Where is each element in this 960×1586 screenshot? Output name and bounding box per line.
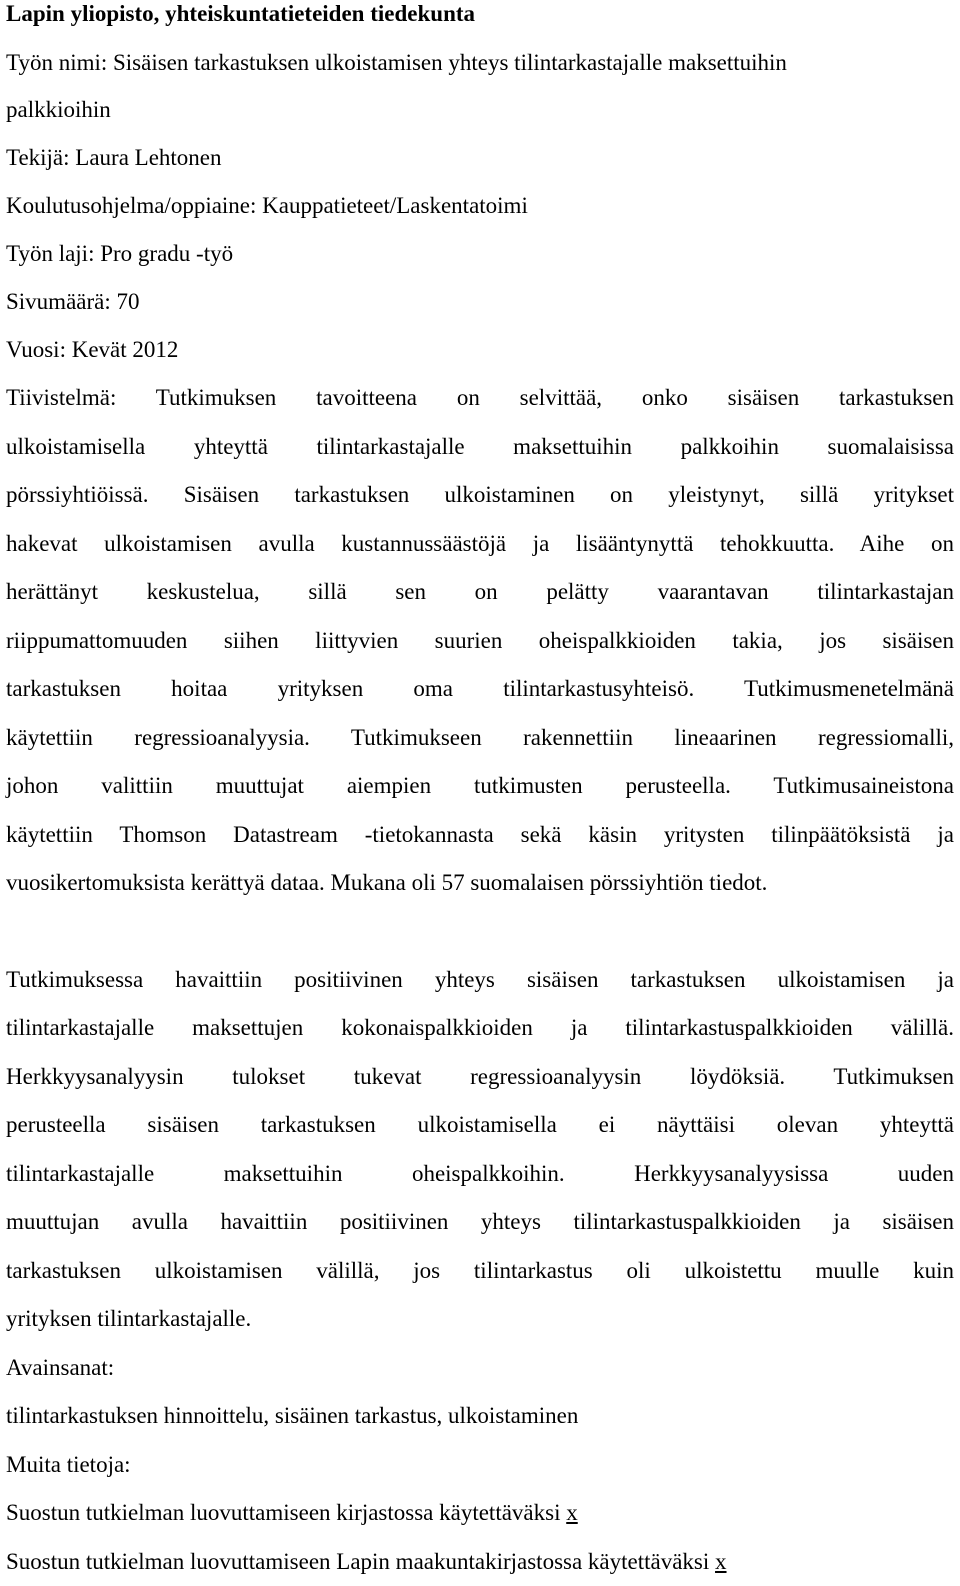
year-line: Vuosi: Kevät 2012 bbox=[6, 326, 954, 374]
other-info-label: Muita tietoja: bbox=[6, 1441, 954, 1490]
consent-line-regional-library bbox=[6, 1538, 954, 1586]
abstract-line: tilintarkastajalle maksettuihin oheispalkkoihin. Herkkyysanalyysissa uuden bbox=[6, 1150, 954, 1199]
abstract-line: perusteella sisäisen tarkastuksen ulkoistamisella ei näyttäisi olevan yhteyttä bbox=[6, 1101, 954, 1150]
paragraph-gap bbox=[6, 908, 954, 956]
abstract-line: pörssiyhtiöissä. Sisäisen tarkastuksen ulkoistaminen on yleistynyt, sillä yritykset bbox=[6, 471, 954, 520]
consent-library-mark: x bbox=[566, 1500, 578, 1525]
work-title-line-1: Työn nimi: Sisäisen tarkastuksen ulkoistamisen yhteys tilintarkastajalle maksettuihin bbox=[6, 40, 954, 86]
abstract-line: hakevat ulkoistamisen avulla kustannussäästöjä ja lisääntynyttä tehokkuutta. Aihe on bbox=[6, 520, 954, 569]
work-title-line-2: palkkioihin bbox=[6, 86, 954, 134]
university-heading: Lapin yliopisto, yhteiskuntatieteiden tiedekunta bbox=[6, 0, 954, 28]
keywords-value: tilintarkastuksen hinnoittelu, sisäinen tarkastus, ulkoistaminen bbox=[6, 1392, 954, 1441]
consent-regional-mark: x bbox=[715, 1549, 727, 1574]
abstract-line: Herkkyysanalyysin tulokset tukevat regressioanalyysin löydöksiä. Tutkimuksen bbox=[6, 1053, 954, 1102]
abstract-line: ulkoistamisella yhteyttä tilintarkastajalle maksettuihin palkkoihin suomalaisissa bbox=[6, 423, 954, 472]
abstract-line: tarkastuksen ulkoistamisen välillä, jos tilintarkastus oli ulkoistettu muulle kuin bbox=[6, 1247, 954, 1296]
consent-library-text: Suostun tutkielman luovuttamiseen kirjastossa käytettäväksi bbox=[6, 1500, 566, 1525]
abstract-paragraph-1 bbox=[6, 374, 954, 908]
abstract-line: tarkastuksen hoitaa yrityksen oma tilintarkastusyhteisö. Tutkimusmenetelmänä bbox=[6, 665, 954, 714]
abstract-line: Tiivistelmä: Tutkimuksen tavoitteena on selvittää, onko sisäisen tarkastuksen bbox=[6, 374, 954, 423]
abstract-line: yrityksen tilintarkastajalle. bbox=[6, 1295, 954, 1344]
abstract-line: johon valittiin muuttujat aiempien tutkimusten perusteella. Tutkimusaineistona bbox=[6, 762, 954, 811]
author-line: Tekijä: Laura Lehtonen bbox=[6, 134, 954, 182]
abstract-line: vuosikertomuksista kerättyä dataa. Mukana oli 57 suomalaisen pörssiyhtiön tiedot. bbox=[6, 859, 954, 908]
abstract-line: muuttujan avulla havaittiin positiivinen yhteys tilintarkastuspalkkioiden ja sisäisen bbox=[6, 1198, 954, 1247]
abstract-line: tilintarkastajalle maksettujen kokonaispalkkioiden ja tilintarkastuspalkkioiden välillä. bbox=[6, 1004, 954, 1053]
page-count-line: Sivumäärä: 70 bbox=[6, 278, 954, 326]
abstract-line: herättänyt keskustelua, sillä sen on pelätty vaarantavan tilintarkastajan bbox=[6, 568, 954, 617]
abstract-paragraph-2 bbox=[6, 956, 954, 1344]
program-line: Koulutusohjelma/oppiaine: Kauppatieteet/Laskentatoimi bbox=[6, 182, 954, 230]
keywords-label: Avainsanat: bbox=[6, 1344, 954, 1393]
abstract-line: Tutkimuksessa havaittiin positiivinen yhteys sisäisen tarkastuksen ulkoistamisen ja bbox=[6, 956, 954, 1005]
abstract-line: käytettiin Thomson Datastream -tietokannasta sekä käsin yritysten tilinpäätöksistä ja bbox=[6, 811, 954, 860]
work-type-line: Työn laji: Pro gradu -työ bbox=[6, 230, 954, 278]
consent-regional-text: Suostun tutkielman luovuttamiseen Lapin maakuntakirjastossa käytettäväksi bbox=[6, 1549, 715, 1574]
abstract-line: käytettiin regressioanalyysia. Tutkimukseen rakennettiin lineaarinen regressiomalli, bbox=[6, 714, 954, 763]
abstract-line: riippumattomuuden siihen liittyvien suurien oheispalkkioiden takia, jos sisäisen bbox=[6, 617, 954, 666]
consent-line-library bbox=[6, 1489, 954, 1538]
